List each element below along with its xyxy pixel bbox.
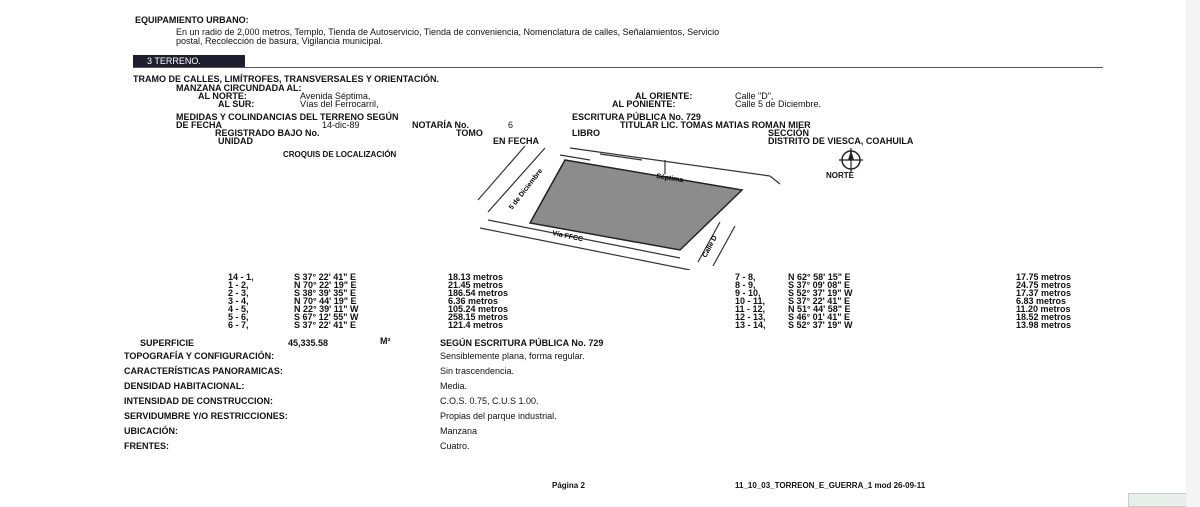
file-name: 11_10_03_TORREON_E_GUERRA_1 mod 26-09-11 xyxy=(735,481,926,490)
equip-heading: EQUIPAMIENTO URBANO: xyxy=(135,15,249,25)
rumbo-distance: 24.75 metros xyxy=(1016,280,1072,290)
libro-label: LIBRO xyxy=(572,128,600,138)
property-label: FRENTES: xyxy=(124,441,169,451)
rumbo-segment: 4 - 5, xyxy=(228,304,249,314)
oriente-label: AL ORIENTE: xyxy=(635,91,693,101)
superficie-label: SUPERFICIE xyxy=(140,338,195,348)
rumbo-segment: 8 - 9, xyxy=(735,280,756,290)
rumbo-segment: 3 - 4, xyxy=(228,296,249,306)
property-label: SERVIDUMBRE Y/O RESTRICCIONES: xyxy=(124,411,288,421)
rumbo-distance: 11.20 metros xyxy=(1016,304,1071,314)
rumbo-segment: 6 - 7, xyxy=(228,320,249,330)
unidad-label: UNIDAD xyxy=(218,136,253,146)
en-fecha-label: EN FECHA xyxy=(493,136,540,146)
north-label: NORTE xyxy=(826,171,854,180)
notaria-value: 6 xyxy=(508,120,514,130)
sur-value: Vías del Ferrocarril, xyxy=(300,99,379,109)
rumbo-bearing: N 70° 22' 19" E xyxy=(294,280,357,290)
property-label: INTENSIDAD DE CONSTRUCCION: xyxy=(124,396,274,406)
rumbo-bearing: S 37° 22' 41" E xyxy=(788,296,851,306)
rumbo-bearing: N 22° 39' 11" W xyxy=(294,304,359,314)
medidas-heading: MEDIDAS Y COLINDANCIAS DEL TERRENO SEGÚN xyxy=(176,112,399,122)
superficie-ref: SEGÚN ESCRITURA PÚBLICA No. 729 xyxy=(440,338,604,348)
rumbo-distance: 186.54 metros xyxy=(448,288,509,298)
superficie-value: 45,335.58 xyxy=(288,338,329,348)
property-label: TOPOGRAFÍA Y CONFIGURACIÓN: xyxy=(124,351,275,361)
rumbo-distance: 17.37 metros xyxy=(1016,288,1072,298)
north-compass-icon xyxy=(838,148,864,172)
street-septima-label: Séptima xyxy=(655,173,684,185)
rumbo-bearing: S 37° 09' 08" E xyxy=(788,280,851,290)
scan-edge xyxy=(1186,0,1200,507)
rumbo-segment: 7 - 8, xyxy=(735,272,756,282)
norte-value: Avenida Séptima, xyxy=(300,91,371,101)
property-value: Propias del parque industrial. xyxy=(440,411,557,421)
page-number: Página 2 xyxy=(552,481,585,490)
property-value: Cuatro. xyxy=(440,441,470,451)
property-label: UBICACIÓN: xyxy=(124,426,178,436)
tomo-label: TOMO xyxy=(456,128,483,138)
rumbo-segment: 5 - 6, xyxy=(228,312,249,322)
rumbo-segment: 10 - 11, xyxy=(735,296,766,306)
rumbo-bearing: S 38° 39' 35" E xyxy=(294,288,357,298)
property-value: Sin trascendencia. xyxy=(440,366,515,376)
property-value: Manzana xyxy=(440,426,478,436)
rumbo-bearing: N 70° 44' 19" E xyxy=(294,296,357,306)
rumbo-distance: 18.13 metros xyxy=(448,272,504,282)
rumbo-bearing: S 52° 37' 19" W xyxy=(788,288,853,298)
rumbo-segment: 1 - 2, xyxy=(228,280,249,290)
equip-line-1: En un radio de 2,000 metros, Templo, Tienda de Autoservicio, Tienda de conveniencia, Nomenclatura de calles, Señalamientos, Servicio xyxy=(176,27,720,37)
poniente-value: Calle 5 de Diciembre. xyxy=(735,99,822,109)
street-d-label: Calle D xyxy=(701,234,719,259)
property-value: Sensiblemente plana, forma regular. xyxy=(440,351,585,361)
rumbo-distance: 21.45 metros xyxy=(448,280,504,290)
seccion-label: SECCIÓN xyxy=(768,128,810,138)
rumbo-distance: 105.24 metros xyxy=(448,304,509,314)
superficie-unit: M² xyxy=(380,336,391,346)
property-value: C.O.S. 0.75, C.U.S 1.00. xyxy=(440,396,539,406)
rumbo-segment: 14 - 1, xyxy=(228,272,254,282)
croquis-map xyxy=(470,140,790,270)
notaria-label: NOTARÍA No. xyxy=(412,120,469,130)
escritura-ref: ESCRITURA PÚBLICA No. 729 xyxy=(572,112,701,122)
rumbo-distance: 258.15 metros xyxy=(448,312,509,322)
rumbo-bearing: S 67° 12' 55" W xyxy=(294,312,359,322)
rumbo-segment: 11 - 12, xyxy=(735,304,766,314)
street-via-label: Vía FFCC xyxy=(551,230,584,244)
poniente-label: AL PONIENTE: xyxy=(612,99,676,109)
section-header xyxy=(133,55,1103,68)
scanner-logo-icon xyxy=(1128,493,1192,507)
registrado-label: REGISTRADO BAJO No. xyxy=(215,128,320,138)
rumbo-distance: 6.83 metros xyxy=(1016,296,1067,306)
street-5dic-label: 5 de Diciembre xyxy=(508,167,545,212)
rumbo-distance: 121.4 metros xyxy=(448,320,504,330)
rumbo-bearing: S 46° 01' 41" E xyxy=(788,312,851,322)
fecha-value: 14-dic-89 xyxy=(322,120,360,130)
rumbo-distance: 6.36 metros xyxy=(448,296,499,306)
norte-label: AL NORTE: xyxy=(198,91,247,101)
rumbo-segment: 2 - 3, xyxy=(228,288,249,298)
rumbo-distance: 13.98 metros xyxy=(1016,320,1072,330)
rumbo-bearing: N 62° 58' 15" E xyxy=(788,272,851,282)
rumbo-distance: 17.75 metros xyxy=(1016,272,1072,282)
distrito-label: DISTRITO DE VIESCA, COAHUILA xyxy=(768,136,914,146)
rumbo-bearing: S 52° 37' 19" W xyxy=(788,320,853,330)
rumbo-segment: 13 - 14, xyxy=(735,320,766,330)
property-label: CARACTERÍSTICAS PANORAMICAS: xyxy=(124,366,283,376)
sur-label: AL SUR: xyxy=(218,99,255,109)
manzana-heading: MANZANA CIRCUNDADA AL: xyxy=(176,83,302,93)
equip-line-2: postal, Recolección de basura, Vigilancia municipal. xyxy=(176,36,383,46)
croquis-title: CROQUIS DE LOCALIZACIÓN xyxy=(283,150,397,159)
oriente-value: Calle "D", xyxy=(735,91,774,101)
rumbo-distance: 18.52 metros xyxy=(1016,312,1072,322)
property-value: Media. xyxy=(440,381,468,391)
property-label: DENSIDAD HABITACIONAL: xyxy=(124,381,245,391)
section-title: 3 TERRENO. xyxy=(147,56,201,66)
tramo-heading: TRAMO DE CALLES, LIMÍTROFES, TRANSVERSALES Y ORIENTACIÓN. xyxy=(133,74,440,84)
rumbo-bearing: S 37° 22' 41" E xyxy=(294,272,357,282)
de-fecha-label: DE FECHA xyxy=(176,120,223,130)
rumbo-bearing: S 37° 22' 41" E xyxy=(294,320,357,330)
rumbo-segment: 12 - 13, xyxy=(735,312,766,322)
rumbo-bearing: N 51° 44' 58" E xyxy=(788,304,851,314)
titular-label: TITULAR LIC. TOMAS MATIAS ROMAN MIER xyxy=(620,120,811,130)
rumbo-segment: 9 - 10, xyxy=(735,288,761,298)
